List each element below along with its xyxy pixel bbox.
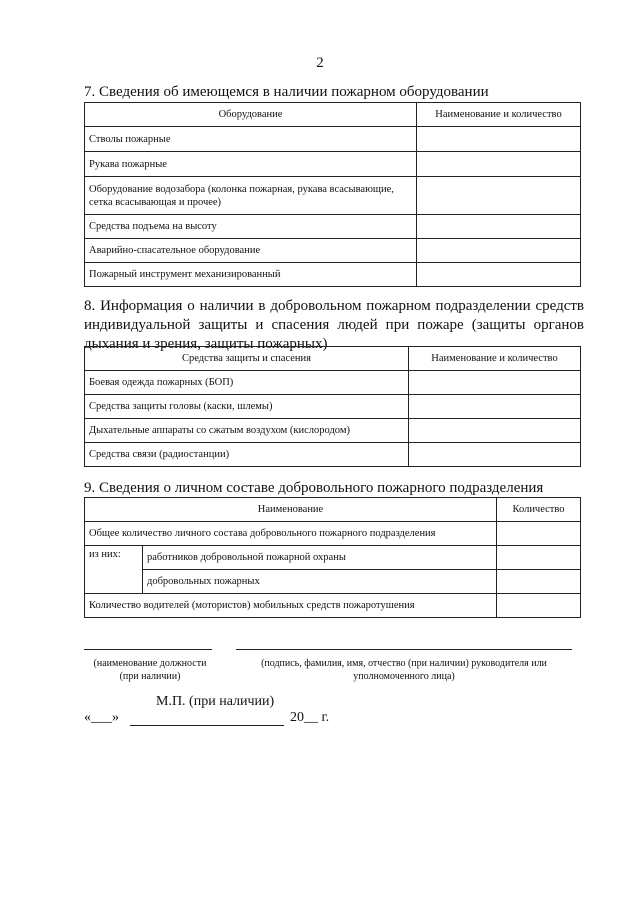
row-label: Средства защиты головы (каски, шлемы) xyxy=(85,395,409,419)
signature-caption: (подпись, фамилия, имя, отчество (при наличии) руководителя или уполномоченного лица) xyxy=(261,658,547,682)
table-row xyxy=(85,570,581,594)
row-label: Средства связи (радиостанции) xyxy=(85,443,409,467)
row-label: Боевая одежда пожарных (БОП) xyxy=(85,371,409,395)
column-header-quantity: Количество xyxy=(497,498,581,522)
row-label: Пожарный инструмент механизированный xyxy=(85,263,417,287)
value-cell[interactable] xyxy=(497,522,581,546)
value-cell[interactable] xyxy=(409,395,581,419)
column-header-name: Наименование xyxy=(85,498,497,522)
value-cell[interactable] xyxy=(417,152,581,177)
protection-means-table xyxy=(84,346,581,467)
column-header-name-quantity: Наименование и количество xyxy=(409,347,581,371)
value-cell[interactable] xyxy=(417,177,581,215)
value-cell[interactable] xyxy=(497,594,581,618)
row-label: Оборудование водозабора (колонка пожарная, рукава всасывающие, сетка всасывающая и прочее) xyxy=(85,177,417,215)
table-row xyxy=(85,263,581,287)
date-month-line[interactable] xyxy=(130,725,284,726)
table-row xyxy=(85,443,581,467)
signature-line[interactable] xyxy=(236,649,572,650)
value-cell[interactable] xyxy=(409,371,581,395)
total-personnel-label: Общее количество личного состава добровольного пожарного подразделения xyxy=(85,522,497,546)
value-cell[interactable] xyxy=(497,546,581,570)
row-label: Аварийно-спасательное оборудование xyxy=(85,239,417,263)
section-8-title: 8. Информация о наличии в добровольном пожарном подразделении средств индивидуальной защиты и спасения людей при пожаре (защиты органов дыхания и зрения, защиты пожарных) xyxy=(84,298,584,352)
table-row xyxy=(85,239,581,263)
table-row xyxy=(85,371,581,395)
table-row xyxy=(85,522,581,546)
date-year: 20__ г. xyxy=(290,710,330,725)
value-cell[interactable] xyxy=(417,239,581,263)
table-row xyxy=(85,152,581,177)
table-row xyxy=(85,177,581,215)
of-them-label: из них: xyxy=(85,546,143,594)
value-cell[interactable] xyxy=(409,419,581,443)
column-header-protection-means: Средства защиты и спасения xyxy=(85,347,409,371)
table-header-row xyxy=(85,103,581,127)
drivers-label: Количество водителей (мотористов) мобильных средств пожаротушения xyxy=(85,594,497,618)
table-row xyxy=(85,594,581,618)
date-day: «___» xyxy=(84,710,119,725)
row-label: добровольных пожарных xyxy=(143,570,497,594)
section-9-title: 9. Сведения о личном составе добровольного пожарного подразделения xyxy=(84,480,544,496)
table-header-row xyxy=(85,498,581,522)
table-row xyxy=(85,215,581,239)
row-label: работников добровольной пожарной охраны xyxy=(143,546,497,570)
table-row xyxy=(85,419,581,443)
table-header-row xyxy=(85,347,581,371)
value-cell[interactable] xyxy=(417,263,581,287)
table-row xyxy=(85,127,581,152)
value-cell[interactable] xyxy=(497,570,581,594)
value-cell[interactable] xyxy=(417,127,581,152)
table-row xyxy=(85,546,581,570)
page-number: 2 xyxy=(316,55,324,71)
section-7-title: 7. Сведения об имеющемся в наличии пожарном оборудовании xyxy=(84,84,489,100)
table-row xyxy=(85,395,581,419)
stamp-label: М.П. (при наличии) xyxy=(156,694,275,709)
column-header-name-quantity: Наименование и количество xyxy=(417,103,581,127)
row-label: Стволы пожарные xyxy=(85,127,417,152)
position-caption: (наименование должности (при наличии) xyxy=(93,658,207,682)
column-header-equipment: Оборудование xyxy=(85,103,417,127)
row-label: Средства подъема на высоту xyxy=(85,215,417,239)
row-label: Рукава пожарные xyxy=(85,152,417,177)
position-line[interactable] xyxy=(84,649,212,650)
personnel-table xyxy=(84,497,581,618)
value-cell[interactable] xyxy=(409,443,581,467)
value-cell[interactable] xyxy=(417,215,581,239)
equipment-table xyxy=(84,102,581,287)
row-label: Дыхательные аппараты со сжатым воздухом (кислородом) xyxy=(85,419,409,443)
